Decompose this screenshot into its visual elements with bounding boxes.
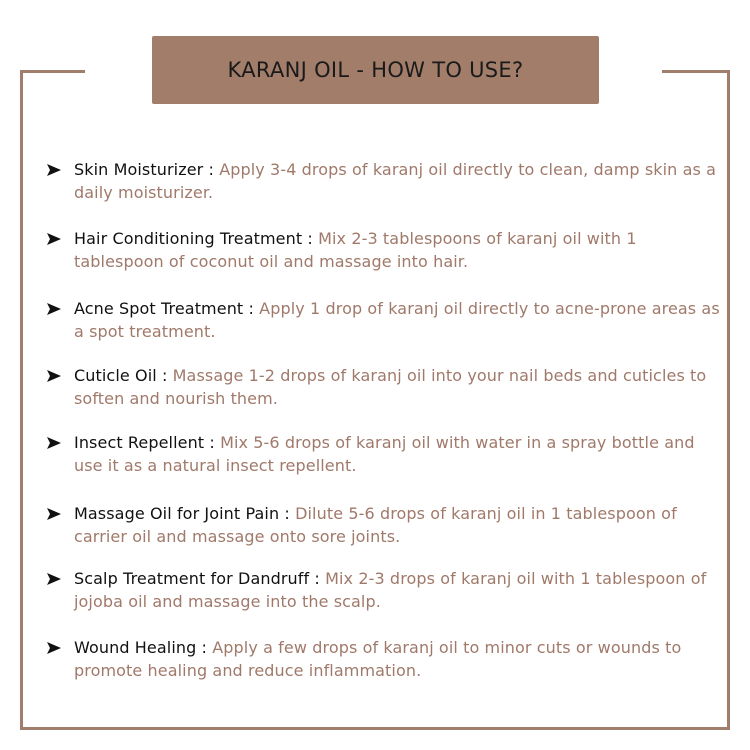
page-title: KARANJ OIL - HOW TO USE? bbox=[227, 58, 524, 82]
item-label: Skin Moisturizer : bbox=[74, 160, 215, 179]
list-item bbox=[46, 502, 726, 548]
item-label: Insect Repellent : bbox=[74, 433, 215, 452]
item-label: Scalp Treatment for Dandruff : bbox=[74, 569, 320, 588]
item-label: Cuticle Oil : bbox=[74, 366, 168, 385]
item-description: Apply 3-4 drops of karanj oil directly to clean, damp skin as a daily moisturizer. bbox=[74, 160, 717, 202]
list-item bbox=[46, 567, 726, 613]
arrow-bullet-icon bbox=[46, 572, 62, 586]
arrow-bullet-icon bbox=[46, 641, 62, 655]
frame-top-left bbox=[20, 70, 85, 73]
list-item bbox=[46, 364, 726, 410]
arrow-bullet-icon bbox=[46, 369, 62, 383]
item-label: Wound Healing : bbox=[74, 638, 208, 657]
arrow-bullet-icon bbox=[46, 232, 62, 246]
frame-bottom bbox=[20, 727, 730, 730]
arrow-bullet-icon bbox=[46, 163, 62, 177]
arrow-bullet-icon bbox=[46, 507, 62, 521]
item-description: Mix 5-6 drops of karanj oil with water in a spray bottle and use it as a natural insect repellent. bbox=[74, 433, 695, 475]
list-item bbox=[46, 227, 726, 273]
item-description: Mix 2-3 drops of karanj oil with 1 tablespoon of jojoba oil and massage into the scalp. bbox=[74, 569, 707, 611]
list-item bbox=[46, 431, 726, 477]
item-label: Hair Conditioning Treatment : bbox=[74, 229, 313, 248]
item-label: Acne Spot Treatment : bbox=[74, 299, 254, 318]
item-label: Massage Oil for Joint Pain : bbox=[74, 504, 290, 523]
list-item bbox=[46, 158, 726, 204]
frame-top-right bbox=[662, 70, 730, 73]
item-description: Dilute 5-6 drops of karanj oil in 1 tablespoon of carrier oil and massage onto sore joints. bbox=[74, 504, 677, 546]
frame-right bbox=[727, 70, 730, 730]
arrow-bullet-icon bbox=[46, 302, 62, 316]
item-description: Apply 1 drop of karanj oil directly to acne-prone areas as a spot treatment. bbox=[74, 299, 720, 341]
item-description: Massage 1-2 drops of karanj oil into your nail beds and cuticles to soften and nourish them. bbox=[74, 366, 707, 408]
frame-left bbox=[20, 70, 23, 730]
item-description: Mix 2-3 tablespoons of karanj oil with 1 tablespoon of coconut oil and massage into hair. bbox=[74, 229, 637, 271]
item-description: Apply a few drops of karanj oil to minor cuts or wounds to promote healing and reduce inflammation. bbox=[74, 638, 682, 680]
arrow-bullet-icon bbox=[46, 436, 62, 450]
list-item bbox=[46, 636, 726, 682]
list-item bbox=[46, 297, 726, 343]
title-banner bbox=[152, 36, 599, 104]
